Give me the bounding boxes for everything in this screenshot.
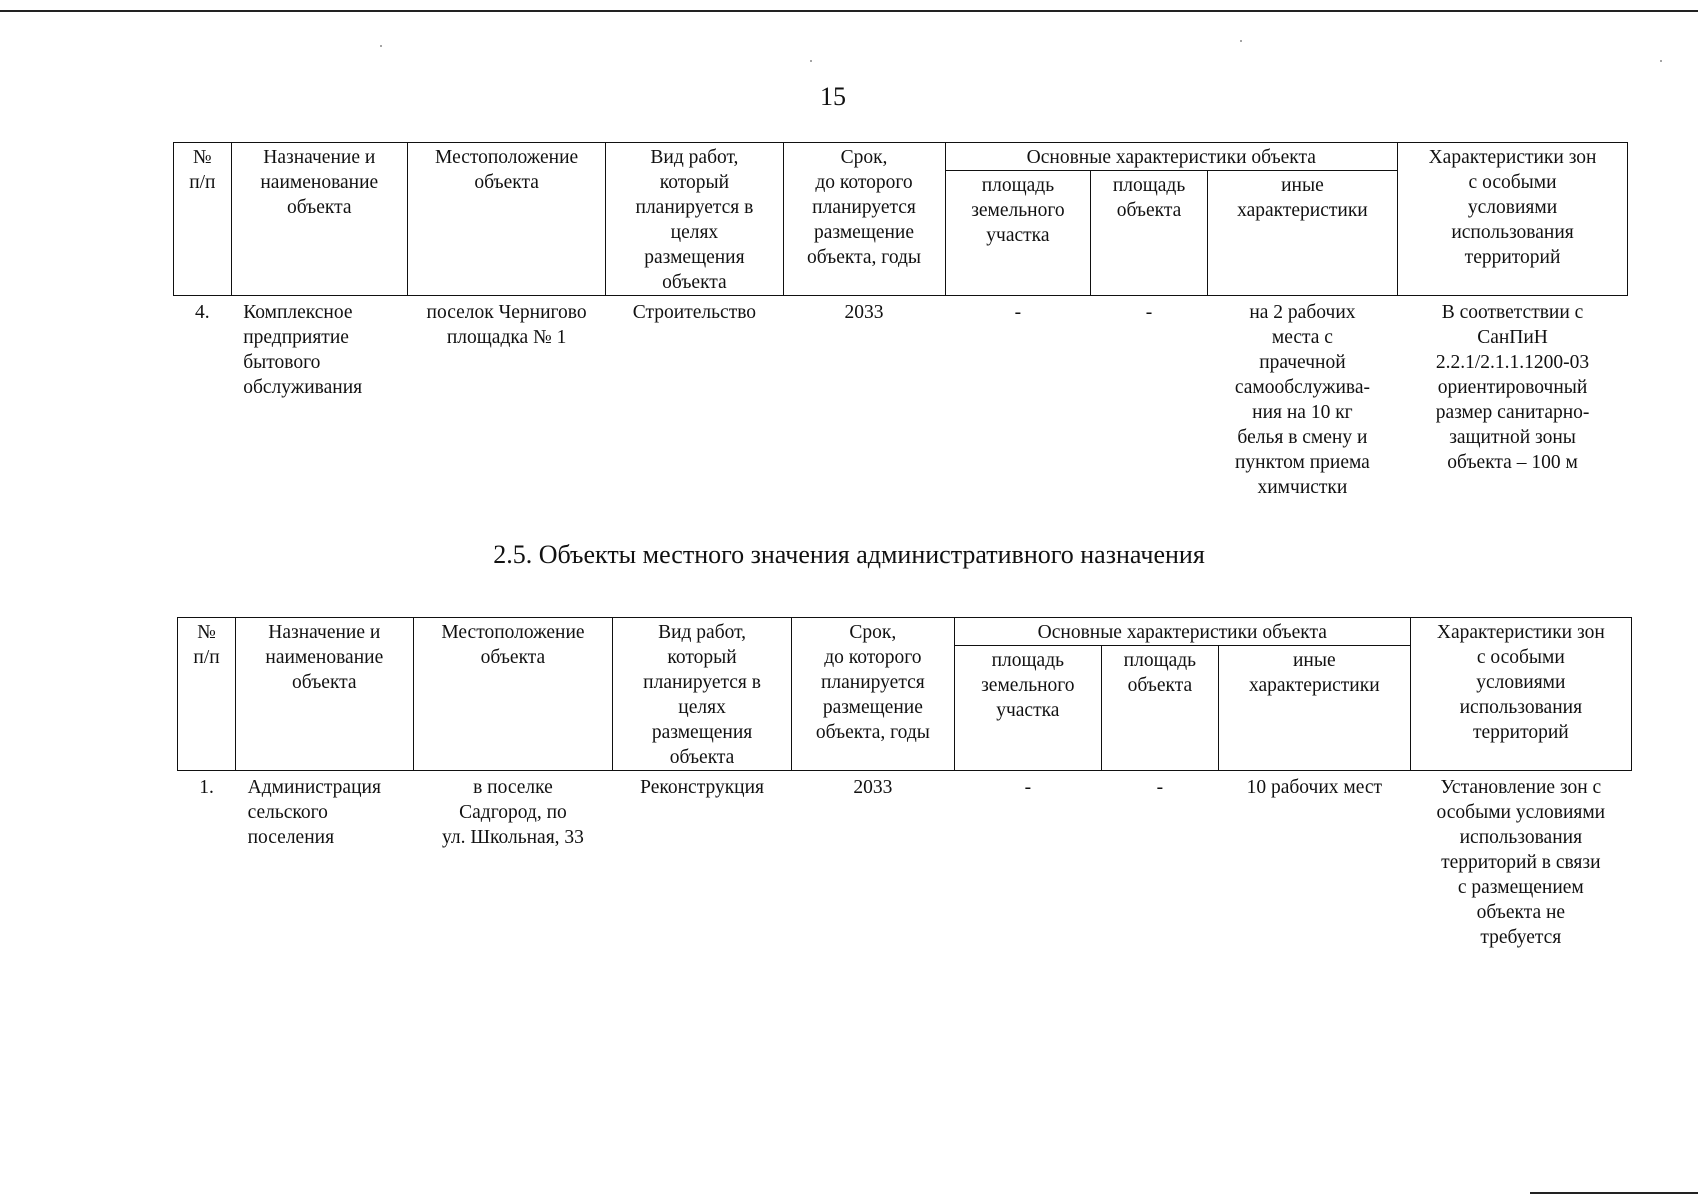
header-main-characteristics: Основные характеристики объекта (954, 618, 1410, 646)
objects-table-1 (173, 142, 1628, 500)
header-land-area: площадь земельного участка (945, 171, 1091, 296)
cell-work-type: Строительство (632, 302, 757, 323)
cell-zones: В соответствии с СанПиН 2.2.1/2.1.1.1200-03 ориентировочный размер санитарно- защитной зоны объекта – 100 м (1435, 302, 1590, 473)
cell-name: Комплексное предприятие бытового обслуживания (243, 302, 363, 398)
cell-name: Администрация сельского поселения (247, 777, 381, 848)
cell-land-area: - (1014, 302, 1022, 323)
header-work-type: Вид работ, который планируется в целях размещения объекта (613, 618, 791, 771)
cell-object-area: - (1145, 302, 1153, 323)
cell-object-area: - (1156, 777, 1164, 798)
header-term: Срок, до которого планируется размещение объекта, годы (791, 618, 954, 771)
scan-speck (810, 60, 812, 62)
cell-other-characteristics: на 2 рабочих места с прачечной самообслужива- ния на 10 кг белья в смену и пунктом приема химчистки (1234, 302, 1371, 498)
page-number: 15 (820, 82, 846, 111)
header-location: Местоположение объекта (407, 143, 605, 296)
header-main-characteristics: Основные характеристики объекта (945, 143, 1398, 171)
cell-zones: Установление зон с особыми условиями использования территорий в связи с размещением объекта не требуется (1436, 777, 1606, 948)
cell-term: 2033 (853, 777, 893, 798)
scan-top-line (0, 10, 1698, 12)
header-num: № п/п (174, 143, 232, 296)
header-term: Срок, до которого планируется размещение объекта, годы (783, 143, 945, 296)
scan-speck (380, 45, 382, 47)
header-land-area: площадь земельного участка (954, 646, 1101, 771)
header-name: Назначение и наименование объекта (236, 618, 413, 771)
header-num: № п/п (178, 618, 236, 771)
objects-table-2 (177, 617, 1632, 950)
header-other-characteristics: иные характеристики (1218, 646, 1410, 771)
header-name: Назначение и наименование объекта (231, 143, 407, 296)
header-work-type: Вид работ, который планируется в целях размещения объекта (606, 143, 783, 296)
table-row (178, 771, 1632, 951)
header-zones: Характеристики зон с особыми условиями использования территорий (1398, 143, 1628, 296)
section-title: 2.5. Объекты местного значения административного назначения (493, 540, 1205, 569)
header-object-area: площадь объекта (1091, 171, 1207, 296)
cell-other-characteristics: 10 рабочих мест (1246, 777, 1383, 798)
header-other-characteristics: иные характеристики (1207, 171, 1397, 296)
scan-speck (1660, 60, 1662, 62)
cell-location: поселок Чернигово площадка № 1 (426, 302, 587, 348)
scan-speck (1240, 40, 1242, 42)
cell-location: в поселке Садгород, по ул. Школьная, 33 (441, 777, 584, 848)
header-location: Местоположение объекта (413, 618, 613, 771)
cell-term: 2033 (844, 302, 884, 323)
cell-num: 4. (195, 302, 210, 323)
cell-land-area: - (1024, 777, 1032, 798)
cell-num: 1. (199, 777, 214, 798)
table-row (174, 296, 1628, 501)
cell-work-type: Реконструкция (640, 777, 765, 798)
header-zones: Характеристики зон с особыми условиями использования территорий (1410, 618, 1631, 771)
header-object-area: площадь объекта (1101, 646, 1218, 771)
scan-bottom-line (1530, 1192, 1698, 1194)
